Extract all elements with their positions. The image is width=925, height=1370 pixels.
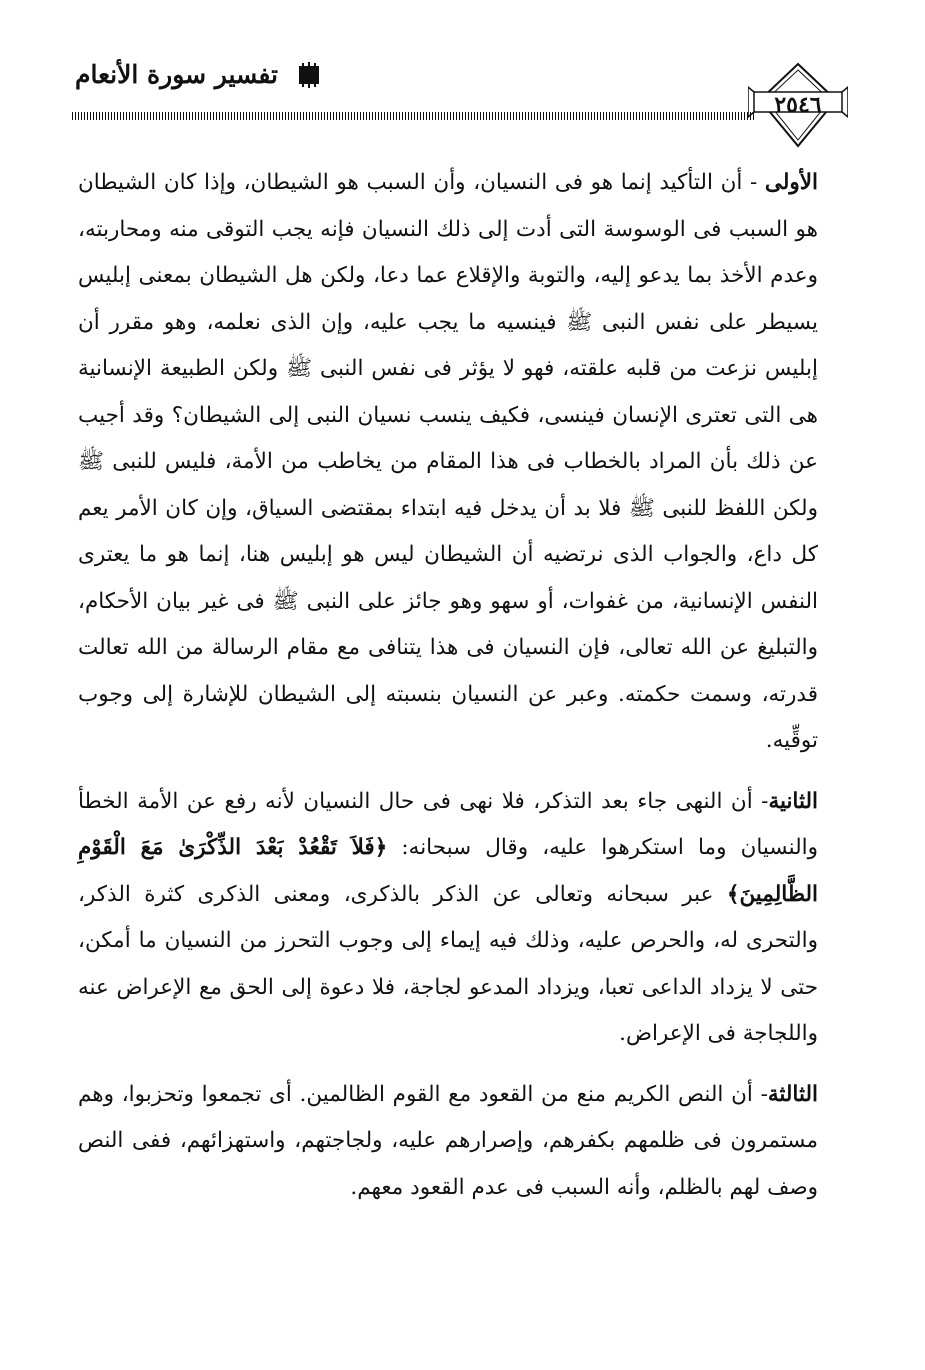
running-title: تفسير سورة الأنعام <box>75 60 279 89</box>
paragraph-third <box>78 1072 818 1212</box>
paragraph-second <box>78 779 818 1058</box>
paragraph-lead: الثالثة <box>767 1081 818 1107</box>
paragraph-text: - أن التأكيد إنما هو فى النسيان، وأن السبب هو الشيطان، وإذا كان الشيطان هو السبب فى الوسوسة التى أدت إلى ذلك النسيان فإنه يجب التوقى منه ومحاربته، وعدم الأخذ بما يدعو إليه، والتوبة والإقلاع عما دعا، ولكن هل الشيطان بمعنى إبليس يسيطر على نفس النبى ﷺ فينسيه ما يجب عليه، وإن الذى نعلمه، وهو مقرر أن إبليس نزعت من قلبه علقته، فهو لا يؤثر فى نفس النبى ﷺ ولكن الطبيعة الإنسانية هى التى تعترى الإنسان فينسى، فكيف ينسب نسيان النبى إلى الشيطان؟ وقد أجيب عن ذلك بأن المراد بالخطاب فى هذا المقام من يخاطب من الأمة، فليس للنبى ﷺ ولكن اللفظ للنبى ﷺ فلا بد أن يدخل فيه ابتداء بمقتضى السياق، وإن كان الأمر يعم كل داع، والجواب الذى نرتضيه أن الشيطان ليس هو إبليس هنا، إنما هو ما يعترى النفس الإنسانية، من غفوات، أو سهو وهو جائز على النبى ﷺ فى غير بيان الأحكام، والتبليغ عن الله تعالى، فإن النسيان فى هذا يتنافى مع مقام الرسالة من الله تعالت قدرته، وسمت حكمته. وعبر عن النسيان بنسبته إلى الشيطان للإشارة إلى وجوب توقِّيه. <box>78 170 818 753</box>
ornament-icon <box>296 62 322 88</box>
quran-quote: ﴿فَلاَ تَقْعُدْ بَعْدَ الذِّكْرَىٰ مَعَ الْقَوْمِ الظَّالِمِينَ﴾ <box>78 835 818 907</box>
page-number: ٢٥٤٦ <box>774 92 822 118</box>
paragraph-lead: الثانية <box>768 788 818 814</box>
page-body <box>78 160 818 1290</box>
header-rule <box>72 112 755 120</box>
paragraph-text: - أن النص الكريم منع من القعود مع القوم الظالمين. أى تجمعوا وتحزبوا، وهم مستمرون فى ظلمهم بكفرهم، وإصرارهم عليه، ولجاجتهم، واستهزائهم، ففى النص وصف لهم بالظلم، وأنه السبب فى عدم القعود معهم. <box>78 1081 818 1200</box>
paragraph-text: - أن النهى جاء بعد التذكر، فلا نهى فى حال النسيان لأنه رفع عن الأمة الخطأ والنسيان وما استكرهوا عليه، وقال سبحانه: <box>78 788 818 860</box>
page-number-frame <box>748 60 848 152</box>
page-header <box>0 0 925 160</box>
paragraph-first <box>78 160 818 765</box>
paragraph-text: عبر سبحانه وتعالى عن الذكر بالذكرى، ومعنى الذكرى كثرة الذكر، والتحرى له، والحرص عليه، وذلك فيه إيماء إلى وجوب التحرز من النسيان ما أمكن، حتى لا يزداد الداعى تعبا، ويزداد المدعو لجاجة، فلا دعوة إلى الحق مع الإعراض عنه واللجاجة فى الإعراض. <box>78 881 818 1046</box>
paragraph-lead: الأولى <box>764 170 818 195</box>
